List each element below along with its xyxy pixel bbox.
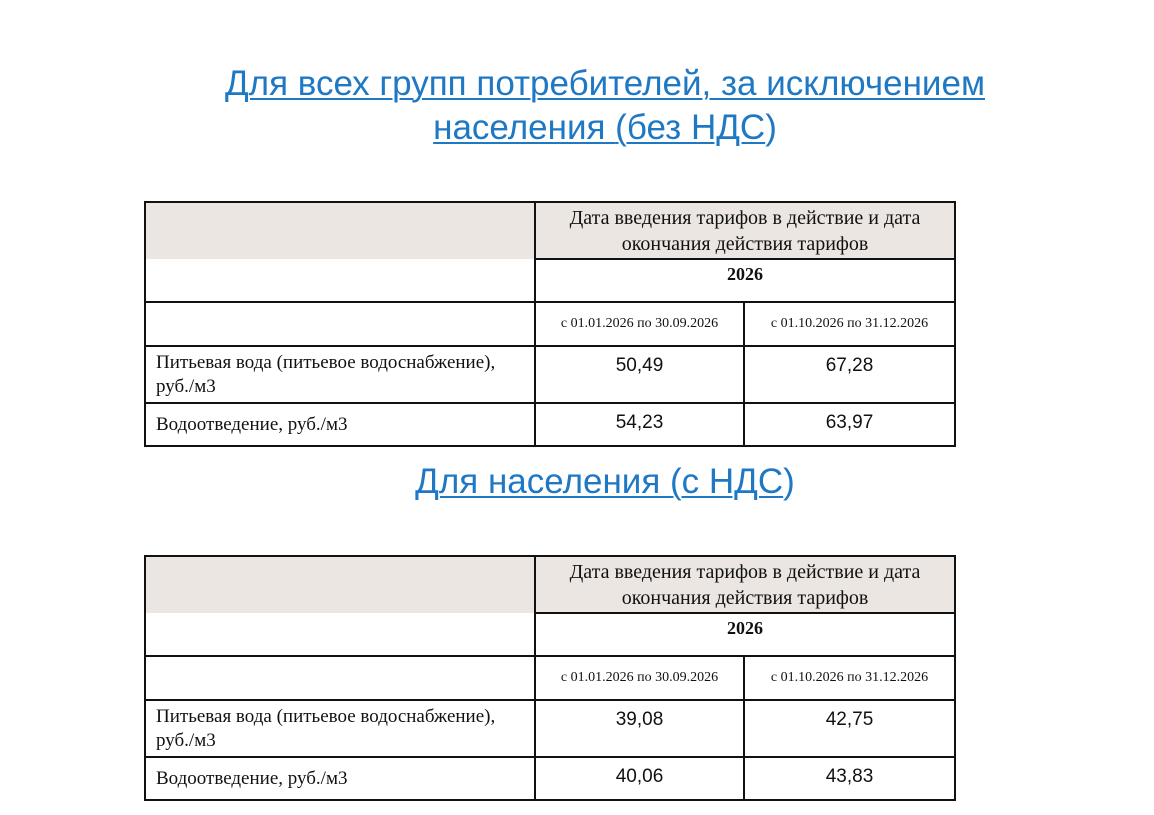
heading-line-1: Для всех групп потребителей, за исключением [224,64,986,103]
table-period-1: с 01.01.2026 по 30.09.2026 [535,656,744,700]
table-blank-cell [145,259,535,302]
table-blank-cell [145,302,535,346]
table-row [145,757,955,800]
table-blank-cell [145,656,535,700]
value-drinking-water-period-2: 67,28 [744,346,955,403]
value-wastewater-period-1: 54,23 [535,403,744,446]
value-drinking-water-period-1: 50,49 [535,346,744,403]
value-drinking-water-period-1: 39,08 [535,700,744,757]
row-label-wastewater: Водоотведение, руб./м3 [145,757,535,800]
table-header-date: Дата введения тарифов в действие и дата окончания действия тарифов [535,556,955,613]
heading-tail: (с НДС [670,462,784,501]
heading-link-non-residential[interactable] [225,64,985,147]
row-label-drinking-water: Питьевая вода (питьевое водоснабжение), руб./м3 [145,700,535,757]
heading-close-paren: ) [783,462,795,501]
heading-close-paren: ) [765,108,777,147]
section-heading-residential [0,460,1154,504]
table-period-1: с 01.01.2026 по 30.09.2026 [535,302,744,346]
heading-line-2: населения [433,108,616,147]
table-blank-cell [145,613,535,656]
table-corner-cell [145,202,535,259]
table-year: 2026 [535,613,955,656]
table-row [145,403,955,446]
table-header-date: Дата введения тарифов в действие и дата окончания действия тарифов [535,202,955,259]
section-heading-non-residential [0,62,1154,150]
row-label-wastewater: Водоотведение, руб./м3 [145,403,535,446]
table-row [145,346,955,403]
table-period-2: с 01.10.2026 по 31.12.2026 [744,656,955,700]
table-year: 2026 [535,259,955,302]
tariff-table-non-residential [144,201,956,447]
value-wastewater-period-1: 40,06 [535,757,744,800]
heading-link-residential[interactable] [415,462,783,501]
row-label-drinking-water: Питьевая вода (питьевое водоснабжение), руб./м3 [145,346,535,403]
tariff-table-residential [144,555,956,801]
value-drinking-water-period-2: 42,75 [744,700,955,757]
table-row [145,700,955,757]
value-wastewater-period-2: 63,97 [744,403,955,446]
heading-tail: (без НДС [615,108,766,147]
table-corner-cell [145,556,535,613]
table-period-2: с 01.10.2026 по 31.12.2026 [744,302,955,346]
heading-link-text: Для населения [415,462,671,501]
value-wastewater-period-2: 43,83 [744,757,955,800]
